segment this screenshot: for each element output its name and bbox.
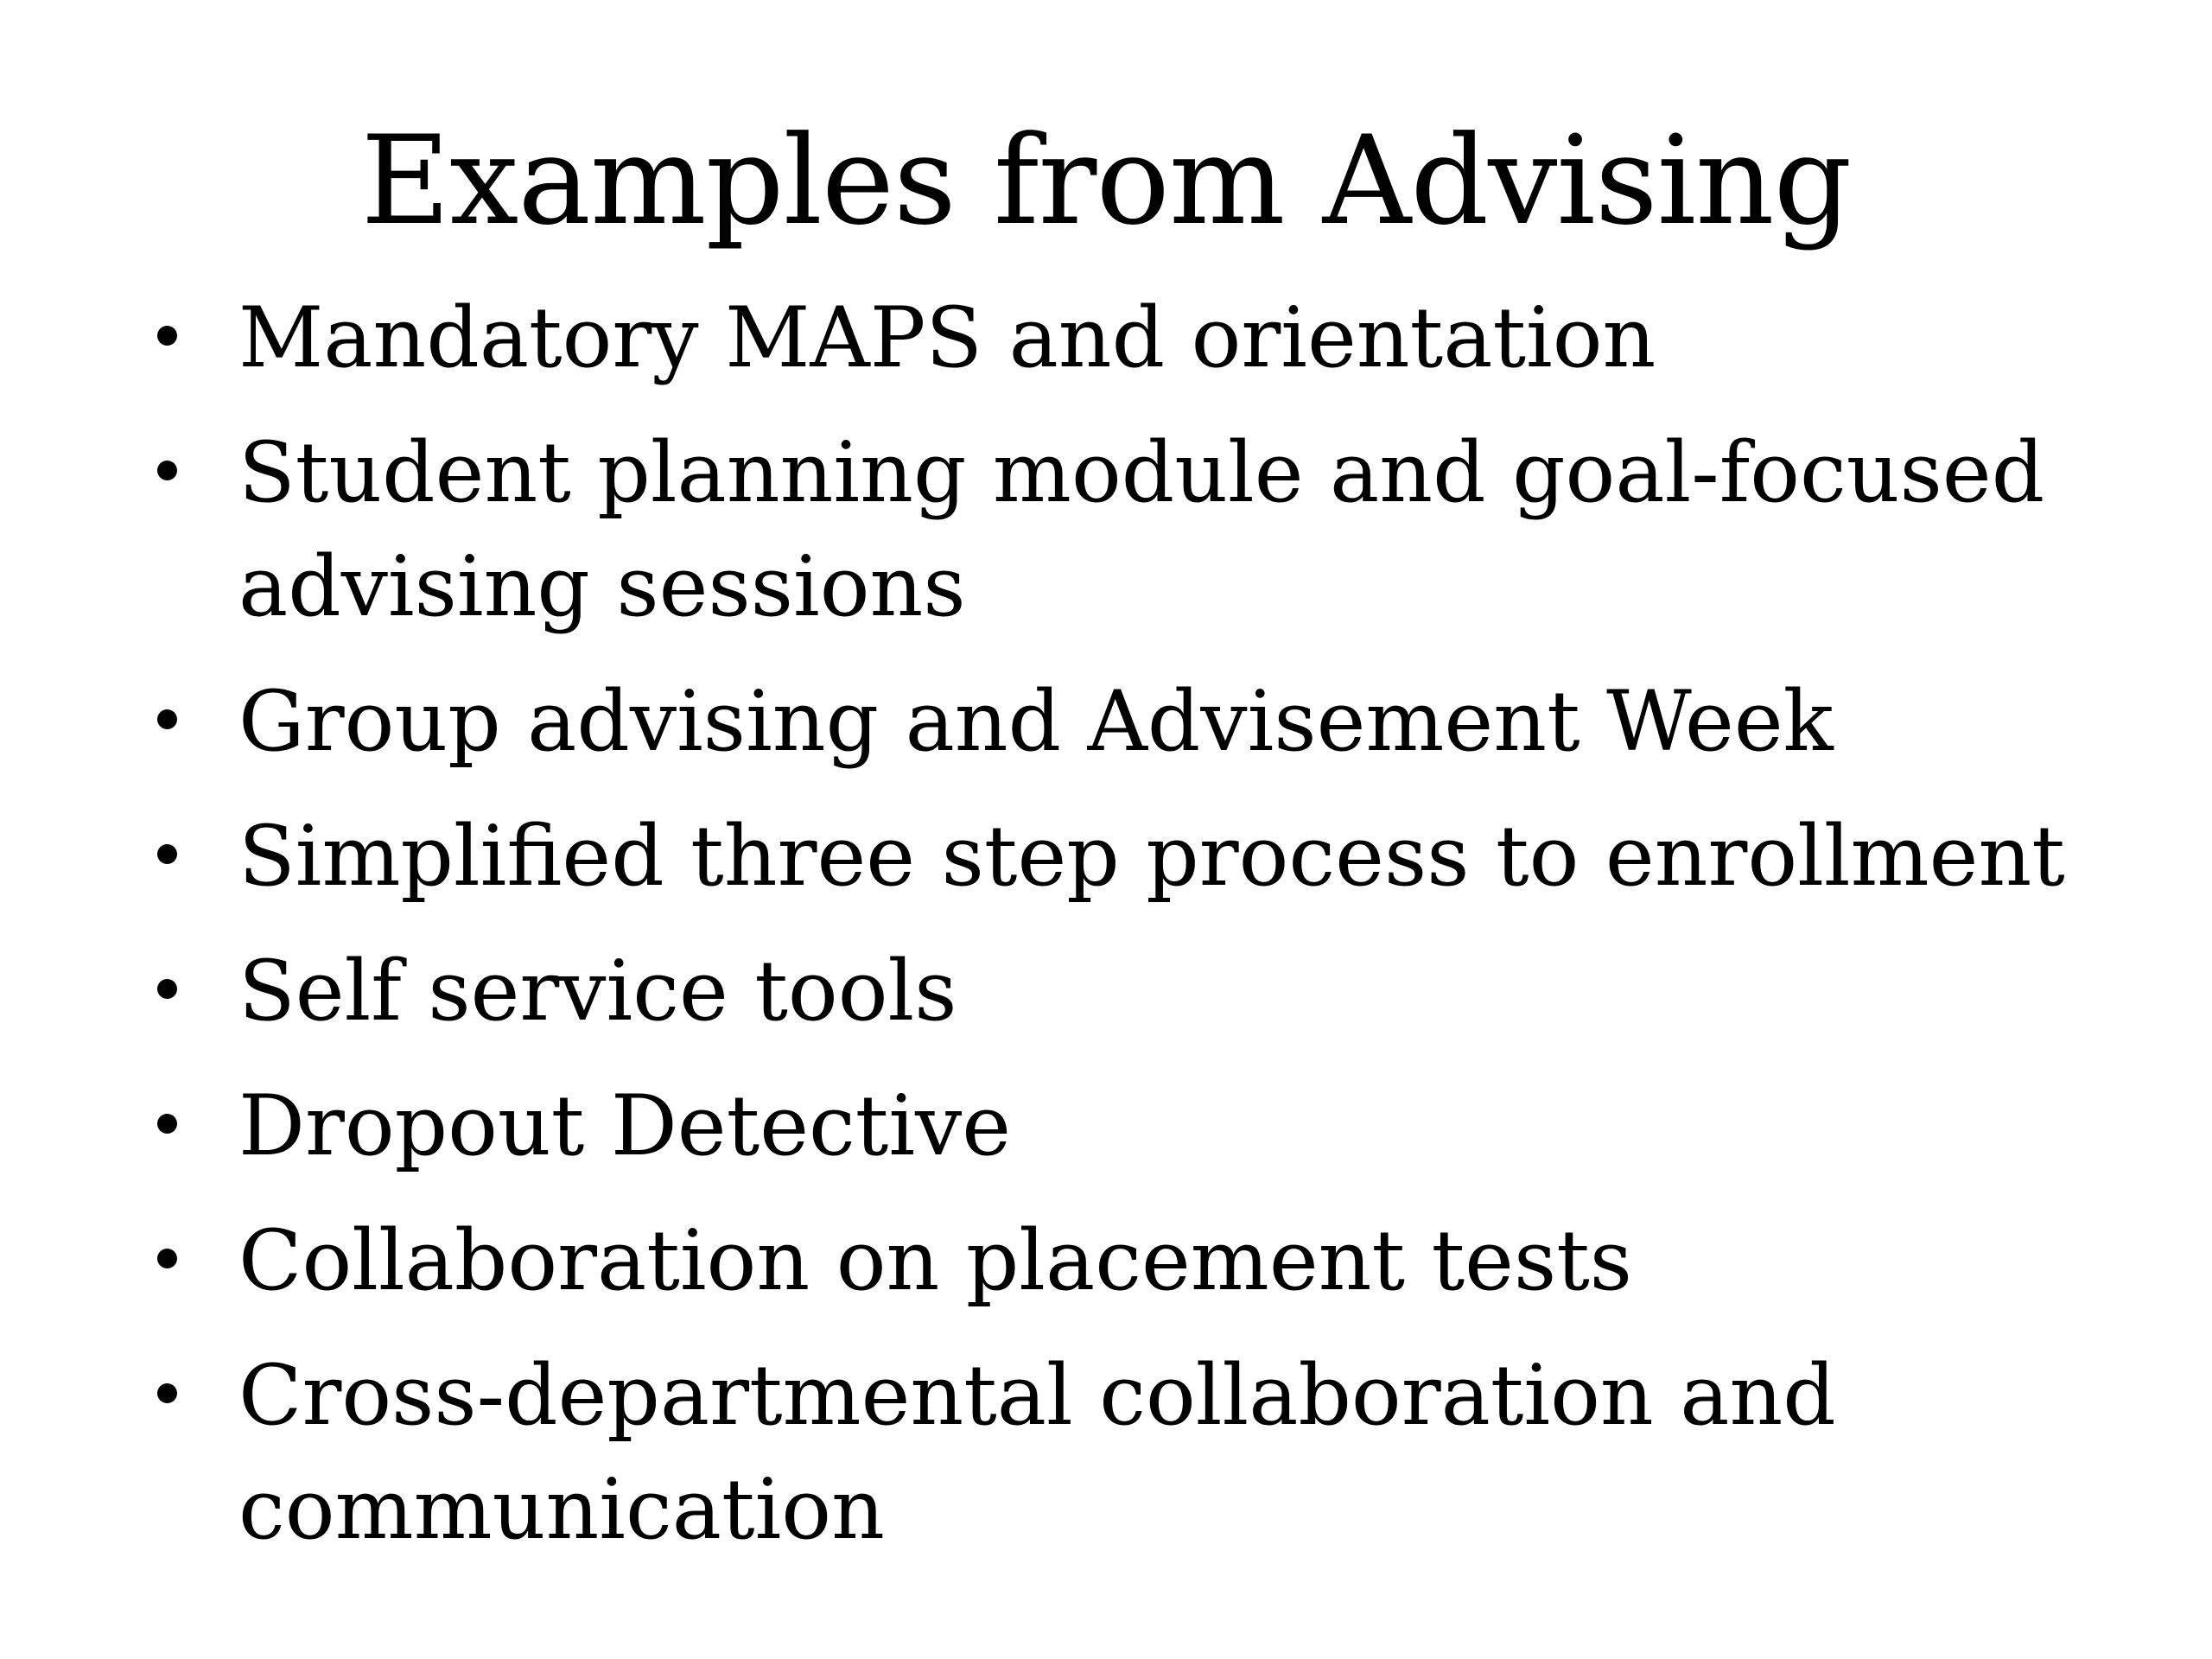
bullet-icon [157, 709, 177, 729]
bullet-text: Collaboration on placement tests [238, 1212, 1633, 1309]
bullet-list [147, 281, 2126, 1587]
bullet-icon [157, 326, 177, 346]
bullet-icon [157, 1383, 177, 1403]
bullet-text: Mandatory MAPS and orientation [238, 289, 1656, 386]
bullet-icon [157, 844, 177, 864]
list-item [147, 416, 2126, 644]
bullet-text: Group advising and Advisement Week [238, 673, 1834, 770]
bullet-text: Student planning module and goal-focused advising sessions [238, 424, 2045, 635]
list-item [147, 664, 2126, 779]
bullet-text: Self service tools [238, 943, 957, 1039]
list-item [147, 934, 2126, 1048]
list-item [147, 1204, 2126, 1318]
list-item [147, 1338, 2126, 1567]
list-item [147, 281, 2126, 395]
list-item [147, 799, 2126, 913]
bullet-text: Cross-departmental collaboration and communication [238, 1347, 1836, 1558]
slide-title: Examples from Advising [360, 110, 1852, 252]
bullet-icon [157, 1249, 177, 1268]
bullet-text: Simplified three step process to enrollment [238, 808, 2065, 905]
bullet-text: Dropout Detective [238, 1077, 1012, 1174]
list-item [147, 1069, 2126, 1183]
bullet-icon [157, 979, 177, 999]
bullet-icon [157, 461, 177, 480]
bullet-icon [157, 1114, 177, 1134]
